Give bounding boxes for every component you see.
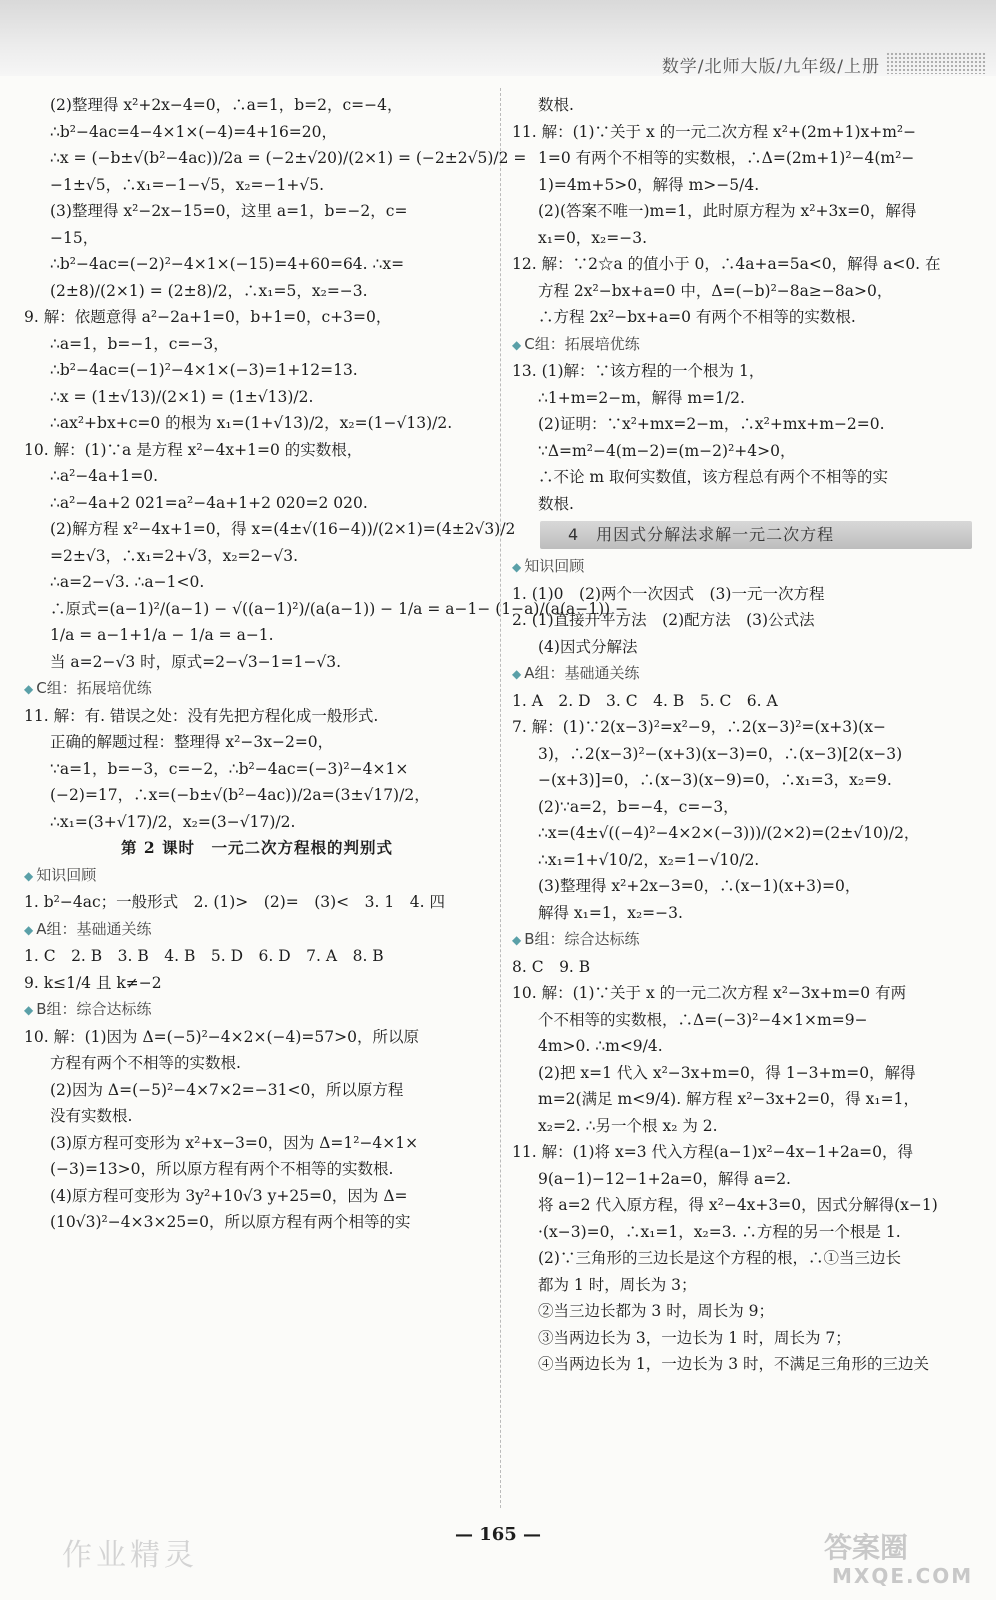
section-heading-text: C组：拓展培优练 [36,679,152,697]
answer-line: −(x+3)]=0，∴(x−3)(x−9)=0，∴x₁=3，x₂=9. [538,771,892,789]
answer-line: 8. C 9. B [512,957,591,976]
answer-line: ∴a=2−√3. ∴a−1<0. [50,573,205,591]
section-heading [24,862,490,890]
section-heading-text: C组：拓展培优练 [524,334,640,353]
answer-line: ∴x₁=1+√10/2，x₂=1−√10/2. [538,850,760,869]
answer-line: 1=0 有两个不相等的实数根，∴Δ=(2m+1)²−4(m²− [538,149,915,167]
section-heading-text: 知识回顾 [36,865,97,884]
section-heading-text: B组：综合达标练 [524,930,640,948]
diamond-icon: ◆ [512,337,522,352]
answer-line: 方程 2x²−bx+a=0 中，Δ=(−b)²−8a≥−8a>0， [538,281,893,300]
answer-line: (3)整理得 x²−2x−15=0，这里 a=1，b=−2，c= [50,202,408,220]
answer-line: (2)(答案不唯一)m=1，此时原方程为 x²+3x=0，解得 [538,202,917,220]
answer-line: ②当三边长都为 3 时，周长为 9； [538,1302,775,1320]
section-heading-text: B组：综合达标练 [36,1000,152,1018]
answer-line: 9. 解：依题意得 a²−2a+1=0，b+1=0，c+3=0， [24,308,392,326]
diamond-icon: ◆ [24,868,34,883]
answer-line: ∵a=1，b=−3，c=−2，∴b²−4ac=(−3)²−4×1× [50,759,409,778]
answer-line: 个不相等的实数根，∴Δ=(−3)²−4×1×m=9− [538,1010,868,1029]
answer-line: 都为 1 时，周长为 3； [538,1275,697,1294]
answer-line: ∴x = (1±√13)/(2×1) = (1±√13)/2. [50,387,314,406]
section-heading [512,331,986,359]
answer-line: 当 a=2−√3 时，原式=2−√3−1=1−√3. [50,652,342,671]
answer-line: 1. b²−4ac；一般形式 2. (1)> (2)= (3)< 3. 1 4. 四 [24,893,445,911]
answer-line: ∴x₁=(3+√17)/2，x₂=(3−√17)/2. [50,812,296,831]
answer-line: −15， [50,228,99,247]
chapter-banner: 4 用因式分解法求解一元二次方程 [540,521,972,549]
answer-line: (−2)=17，∴x=(−b±√(b²−4ac))/2a=(3±√17)/2， [50,786,430,804]
answer-line: 10. 解：(1)∵a 是方程 x²−4x+1=0 的实数根， [24,440,363,459]
answer-line: 数根. [538,96,574,114]
answer-line: x₁=0，x₂=−3. [538,228,648,247]
section-heading [24,675,490,703]
answer-line: 数根. [538,494,574,513]
answer-line: ∴a=1，b=−1，c=−3， [50,334,229,353]
diamond-icon: ◆ [24,922,34,937]
answer-line: 2. (1)直接开平方法 (2)配方法 (3)公式法 [512,611,815,629]
book-title: 数学/北师大版/九年级/上册 [661,57,880,77]
answer-line: 正确的解题过程：整理得 x²−3x−2=0， [50,733,334,751]
page-number: — 165 — [454,1524,542,1545]
answer-line: (2)整理得 x²+2x−4=0，∴a=1，b=2，c=−4， [50,96,403,114]
answer-line: ∴b²−4ac=(−1)²−4×1×(−3)=1+12=13. [50,361,358,379]
answer-line: (2)解方程 x²−4x+1=0，得 x=(4±√(16−4))/(2×1)=(4±2√3)/2 [50,520,516,538]
answer-line: ∴1+m=2−m，解得 m=1/2. [538,388,745,407]
right-column [512,92,986,1378]
section-heading [24,996,490,1024]
header-dot-pattern [886,52,986,74]
page-header [0,0,996,76]
answer-line: 9. k≤1/4 且 k≠−2 [24,973,162,992]
diamond-icon: ◆ [512,560,522,574]
answer-line: 10. 解：(1)因为 Δ=(−5)²−4×2×(−4)=57>0，所以原 [24,1027,419,1046]
answer-line: =2±√3，∴x₁=2+√3，x₂=2−√3. [50,546,299,565]
answer-line: ∴方程 2x²−bx+a=0 有两个不相等的实数根. [538,308,856,326]
answer-line: ③当两边长为 3，一边长为 1 时，周长为 7； [538,1328,851,1347]
answer-line: (2)把 x=1 代入 x²−3x+m=0，得 1−3+m=0，解得 [538,1063,916,1082]
answer-line: 没有实数根. [50,1107,133,1125]
answer-line: 11. 解：有. 错误之处：没有先把方程化成一般形式. [24,706,379,725]
answer-line: (10√3)²−4×3×25=0，所以原方程有两个相等的实 [50,1213,411,1231]
answer-line: 1. A 2. D 3. C 4. B 5. C 6. A [512,691,778,710]
answer-line: (2)证明：∵x²+mx=2−m，∴x²+mx+m−2=0. [538,415,885,433]
answer-line: 1/a = a−1+1/a − 1/a = a−1. [50,626,274,644]
answer-line: ∴ax²+bx+c=0 的根为 x₁=(1+√13)/2，x₂=(1−√13)/2. [50,414,453,432]
column-divider [500,88,501,1508]
answer-line: −1±√5，∴x₁=−1−√5，x₂=−1+√5. [50,175,325,194]
answer-line: (4)因式分解法 [538,637,638,656]
lesson-title: 第 2 课时 一元二次方程根的判别式 [120,838,394,857]
answer-line: (3)原方程可变形为 x²+x−3=0，因为 Δ=1²−4×1× [50,1133,419,1152]
section-heading-text: A组：基础通关练 [524,664,640,682]
answer-line: ∴x=(4±√((−4)²−4×2×(−3)))/(2×2)=(2±√10)/2， [538,824,920,842]
answer-line: 方程有两个不相等的实数根. [50,1054,241,1072]
answer-line: ∴a²−4a+2 021=a²−4a+1+2 020=2 020. [50,493,368,512]
answer-line: ∴原式=(a−1)²/(a−1) − √((a−1)²)/(a(a−1)) − 1/a = a−1− (1−a)/(a(a−1)) − [50,599,629,618]
diamond-icon: ◆ [24,1003,34,1017]
answer-line: ·(x−3)=0，∴x₁=1，x₂=3. ∴方程的另一个根是 1. [538,1222,901,1241]
section-heading [512,553,986,581]
diamond-icon: ◆ [512,667,522,681]
answer-line: 10. 解：(1)∵关于 x 的一元二次方程 x²−3x+m=0 有两 [512,984,907,1002]
answer-line: (−3)=13>0，所以原方程有两个不相等的实数根. [50,1160,394,1178]
answer-line: (2)∵a=2，b=−4，c=−3， [538,797,739,816]
diamond-icon: ◆ [24,682,34,696]
section-heading-text: A组：基础通关练 [36,919,152,938]
answer-line: 4m>0. ∴m<9/4. [538,1037,663,1055]
answer-line: 7. 解：(1)∵2(x−3)²=x²−9，∴2(x−3)²=(x+3)(x− [512,718,886,736]
section-heading [24,916,490,944]
answer-line: ④当两边长为 1，一边长为 3 时，不满足三角形的三边关 [538,1355,930,1373]
answer-line: (2±8)/(2×1) = (2±8)/2，∴x₁=5，x₂=−3. [50,281,368,300]
answer-line: x₂=2. ∴另一个根 x₂ 为 2. [538,1116,718,1135]
answer-line: ∴x = (−b±√(b²−4ac))/2a = (−2±√20)/(2×1) = (−2±2√5)/2 = [50,149,527,167]
answer-line: 解得 x₁=1，x₂=−3. [538,903,683,922]
answer-line: 1)=4m+5>0，解得 m>−5/4. [538,175,760,194]
answer-line: ∴b²−4ac=4−4×1×(−4)=4+16=20， [50,122,338,141]
answer-line: 3)，∴2(x−3)²−(x+3)(x−3)=0，∴(x−3)[2(x−3) [538,744,903,763]
answer-line: (3)整理得 x²+2x−3=0，∴(x−1)(x+3)=0， [538,877,861,895]
answer-line: 将 a=2 代入原方程，得 x²−4x+3=0，因式分解得(x−1) [538,1196,938,1214]
watermark-left: 作业精灵 [62,1538,198,1573]
answer-line: 11. 解：(1)∵关于 x 的一元二次方程 x²+(2m+1)x+m²− [512,122,917,141]
answer-line: ∵Δ=m²−4(m−2)=(m−2)²+4>0， [538,441,796,460]
answer-line: ∴a²−4a+1=0. [50,467,159,485]
answer-line: 9(a−1)−12−1+2a=0，解得 a=2. [538,1169,791,1188]
section-heading [512,660,986,688]
section-heading [512,926,986,954]
section-heading-text: 知识回顾 [524,557,585,575]
watermark-url: MXQE.COM [832,1564,974,1588]
answer-line: (2)因为 Δ=(−5)²−4×7×2=−31<0，所以原方程 [50,1080,404,1099]
answer-line: 12. 解：∵2☆a 的值小于 0，∴4a+a=5a<0，解得 a<0. 在 [512,255,941,273]
answer-line: 11. 解：(1)将 x=3 代入方程(a−1)x²−4x−1+2a=0，得 [512,1143,913,1161]
answer-line: (4)原方程可变形为 3y²+10√3 y+25=0，因为 Δ= [50,1186,408,1205]
diamond-icon: ◆ [512,933,522,947]
answer-line: ∴不论 m 取何实数值，该方程总有两个不相等的实 [538,468,889,486]
answer-line: 13. (1)解：∵该方程的一个根为 1， [512,362,765,380]
answer-line: m=2(满足 m<9/4). 解方程 x²−3x+2=0，得 x₁=1， [538,1090,919,1108]
answer-line: 1. C 2. B 3. B 4. B 5. D 6. D 7. A 8. B [24,947,384,965]
answer-line: 1. (1)0 (2)两个一次因式 (3)一元一次方程 [512,584,825,603]
answer-line: (2)∵三角形的三边长是这个方程的根，∴①当三边长 [538,1249,901,1267]
answer-line: ∴b²−4ac=(−2)²−4×1×(−15)=4+60=64. ∴x= [50,255,405,273]
watermark-logo: 答案圈 [824,1531,909,1564]
